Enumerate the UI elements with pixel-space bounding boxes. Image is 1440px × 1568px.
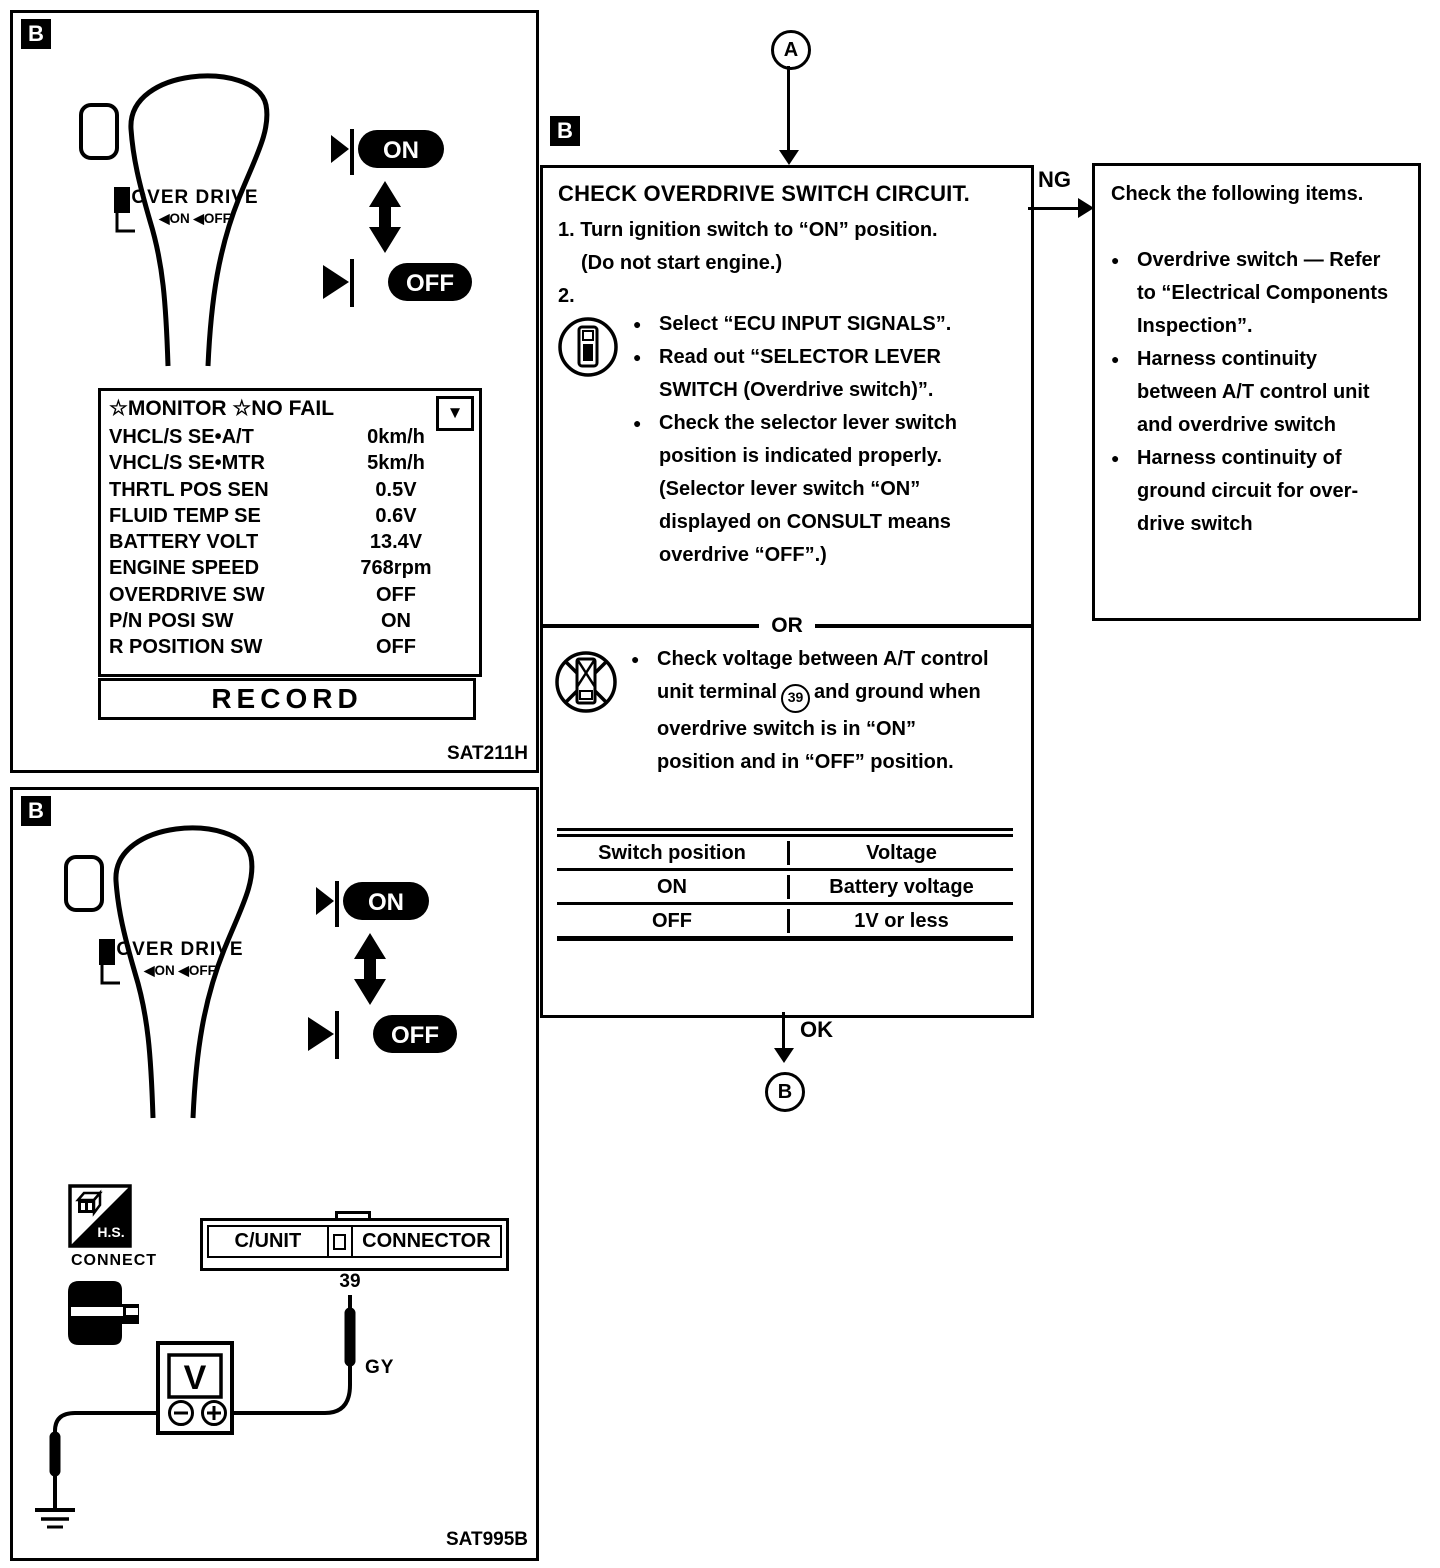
monitor-row: FLUID TEMP SE 0.6V — [109, 504, 417, 527]
panel-voltage-check — [10, 787, 539, 1561]
on-label: ON — [368, 889, 404, 916]
bullet-icon: ● — [633, 316, 642, 332]
flow-line — [787, 66, 790, 154]
lever-sublabel: ◀ON ◀OFF — [159, 211, 231, 226]
table-row: ON Battery voltage — [557, 871, 1013, 905]
consult-tool-icon — [557, 316, 619, 378]
connect-label: CONNECT — [70, 1252, 158, 1269]
voltage-table — [557, 828, 1013, 941]
record-button: RECORD — [98, 678, 476, 720]
off-pointer-bar — [350, 259, 354, 307]
bullet-icon: ● — [631, 651, 640, 667]
scroll-down-button: ▼ — [436, 396, 474, 431]
consult-monitor-screen — [98, 388, 482, 677]
flow-connector-b: B — [765, 1072, 805, 1112]
switch-step-line — [102, 965, 120, 983]
monitor-row: BATTERY VOLT 13.4V — [109, 531, 423, 554]
connector-label: CONNECTOR — [362, 1230, 491, 1252]
shift-lever-figure — [58, 815, 458, 1165]
lever-side-button — [66, 857, 102, 910]
up-down-arrow-icon — [369, 181, 401, 253]
on-pointer-bar — [350, 129, 354, 175]
ng-label: NG — [1038, 167, 1071, 192]
ng-line — [1028, 207, 1084, 210]
terminal-39-badge: 39 — [781, 684, 810, 713]
or-divider — [543, 615, 1031, 636]
on-pointer-icon — [316, 887, 334, 915]
monitor-row: THRTL POS SEN 0.5V — [109, 478, 417, 501]
ng-check-item: ● Harness continuity between A/T control unit and overdrive switch — [1111, 343, 1401, 442]
figure-caption: SAT211H — [447, 743, 528, 764]
cunit-label: C/UNIT — [234, 1230, 302, 1252]
monitor-row: VHCL/S SE•MTR 5km/h — [109, 452, 425, 475]
bullet-icon: ● — [633, 415, 642, 431]
hs-label: H.S. — [97, 1224, 125, 1240]
up-down-arrow-icon — [354, 933, 386, 1005]
wire-color-label: GY — [365, 1357, 395, 1378]
off-label: OFF — [391, 1022, 439, 1049]
bullet-icon: ● — [1111, 252, 1120, 268]
without-consult-tool-icon — [553, 649, 619, 715]
bullet-icon: ● — [1111, 351, 1120, 367]
terminal-number: 39 — [339, 1271, 361, 1292]
voltage-bullet — [631, 643, 991, 779]
figure-caption: SAT995B — [445, 1529, 528, 1550]
probe-wire-positive — [227, 1295, 350, 1413]
table-header-row — [557, 837, 1013, 871]
step-1-note: (Do not start engine.) — [581, 252, 783, 274]
monitor-row: P/N POSI SW ON — [109, 610, 411, 633]
off-pointer-icon — [308, 1017, 334, 1051]
bullet-icon: ● — [633, 349, 642, 365]
on-pointer-icon — [331, 135, 349, 163]
overdrive-switch-button — [99, 939, 115, 965]
ok-label: OK — [800, 1017, 833, 1042]
step-2: 2. — [558, 285, 575, 307]
consult-bullet: ● Read out “SELECTOR LEVER SWITCH (Overdrive switch)”. — [633, 341, 978, 407]
ng-box-intro: Check the following items. — [1111, 183, 1364, 205]
panel-marker: B — [21, 796, 51, 826]
lever-side-button — [81, 105, 117, 158]
on-pointer-bar — [335, 881, 339, 927]
voltmeter-circuit-figure — [13, 1175, 536, 1555]
monitor-row: OVERDRIVE SW OFF — [109, 583, 416, 606]
voltage-text-post: and ground when overdrive switch is in “ON” position and in “OFF” position. — [657, 681, 981, 773]
probe-wire-negative — [55, 1413, 168, 1483]
overdrive-switch-button — [114, 187, 130, 213]
ng-check-item: ● Harness continuity of ground circuit for over-drive switch — [1111, 442, 1401, 541]
switch-step-line — [117, 213, 135, 231]
consult-bullet: ● Check the selector lever switch position is indicated properly. (Selector lever switch “ON” displayed on CONSULT means overdrive “OFF”.) — [633, 407, 978, 572]
step-1: 1. Turn ignition switch to “ON” position. — [558, 219, 938, 241]
or-label: OR — [771, 614, 803, 637]
monitor-row: VHCL/S SE•A/T 0km/h — [109, 426, 425, 448]
monitor-header: ☆MONITOR ☆NO FAIL — [109, 397, 335, 420]
off-label: OFF — [406, 270, 454, 297]
voltage-text-pre: Check voltage between A/T control unit terminal — [657, 648, 989, 703]
voltmeter-procedure — [553, 643, 991, 779]
flow-arrowhead — [779, 150, 799, 165]
panel-shift-lever-consult — [10, 10, 539, 773]
off-pointer-icon — [323, 265, 349, 299]
ok-arrowhead — [774, 1048, 794, 1063]
monitor-row: R POSITION SW OFF — [109, 636, 416, 659]
voltmeter-v-label: V — [183, 1359, 207, 1397]
table-header: Switch position — [598, 841, 746, 864]
panel-marker: B — [21, 19, 51, 49]
flow-step-title: CHECK OVERDRIVE SWITCH CIRCUIT. — [558, 181, 970, 206]
ng-check-items-box — [1092, 163, 1421, 621]
ng-check-item: ● Overdrive switch — Refer to “Electrical Components Inspection”. — [1111, 244, 1401, 343]
bullet-icon: ● — [1111, 450, 1120, 466]
lever-sublabel: ◀ON ◀OFF — [144, 963, 216, 978]
check-overdrive-switch-box — [540, 165, 1034, 1018]
lever-label: OVER DRIVE — [116, 939, 244, 960]
on-label: ON — [383, 137, 419, 164]
table-header: Voltage — [787, 841, 1013, 865]
table-row: OFF 1V or less — [557, 905, 1013, 936]
shift-lever-figure — [73, 63, 473, 413]
consult-bullet: ● Select “ECU INPUT SIGNALS”. — [633, 308, 978, 341]
off-pointer-bar — [335, 1011, 339, 1059]
lever-label: OVER DRIVE — [131, 187, 259, 208]
flow-connector-a: A — [771, 30, 811, 70]
consult-procedure — [557, 308, 978, 572]
monitor-row: ENGINE SPEED 768rpm — [109, 557, 432, 580]
flow-marker: B — [550, 116, 580, 146]
